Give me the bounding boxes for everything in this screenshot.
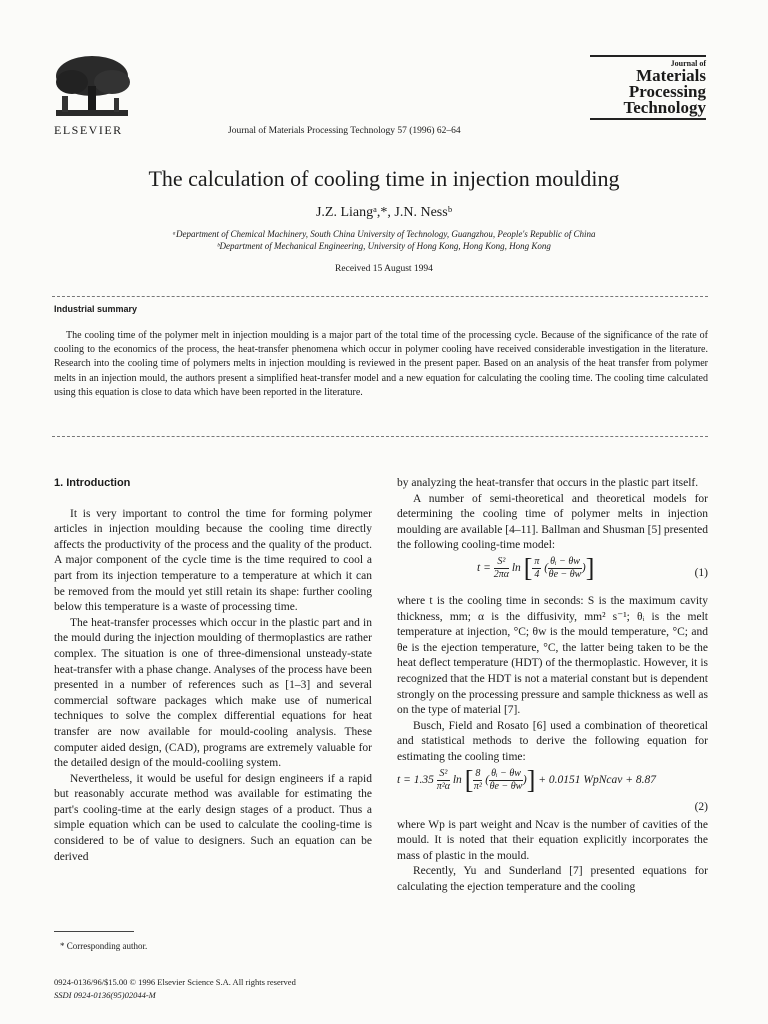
footnote-rule [54, 931, 134, 932]
paragraph: A number of semi-theoretical and theoretical models for determining the cooling time of polymer melts in injection moulding are available [4–11]. Ballman and Shusman [5] presented the following cooling-time model: [397, 492, 708, 552]
paragraph: where t is the cooling time in seconds: S is the maximum cavity thickness, mm; α is the diffusivity, mm² s⁻¹; θᵢ is the melt temperature at injection, °C; θw is the mould temperature, °C; and θe is the ejection temperature, °C, the latter being taken to be the heat deflect temperature (HDT) of the thermoplastic. However, it is recognized that the HDT is not a material constant but is dependent strongly on the processing pressure and sample thickness as well as on the type of material [7]. [397, 594, 708, 717]
copyright-block [54, 976, 296, 1002]
paragraph: Recently, Yu and Sunderland [7] presented equations for calculating the ejection temperature and the cooling [397, 865, 708, 893]
copyright-line: 0924-0136/96/$15.00 © 1996 Elsevier Science S.A. All rights reserved [54, 977, 296, 987]
elsevier-tree-logo [48, 52, 136, 124]
paper-title: The calculation of cooling time in injection moulding [148, 166, 620, 191]
footnote: * Corresponding author. [60, 941, 148, 951]
paragraph: It is very important to control the time for forming polymer articles in injection moulding because the cooling time directly affects the productivity of the process and the quality of the product. A major component of the cycle time is the time required to cool a part from its injection temperature to a temperature at which it can be removed from the mould yet still retain its shape: further cooling below this temperature is a waste of processing time. [54, 507, 372, 614]
section-heading: 1. Introduction [54, 477, 131, 489]
equation-1 [397, 554, 708, 594]
summary-heading: Industrial summary [54, 304, 138, 314]
summary-text: The cooling time of the polymer melt in injection moulding is a major part of the total time of the processing cycle. Because of the significance of the rate of cooling to the economics of the process, the heat-transfer phenomena which occur in polymer cooling have received considerable investigation in the literature. Research into the cooling time of polymers melts in injection moulding is reviewed in the present paper. Based on an analysis of the heat transfer from polymer melts in an injection mould, the authors present a simplified heat-transfer model and a new equation for calculating the cooling time. The cooling time calculated using this equation is close to data which have been reported in the literature. [54, 330, 708, 398]
left-column [54, 476, 372, 865]
equation-1-body: t = $\frac{\text{S²}}{2\pi\alpha}$ ln [ $\frac{\pi}{4}$ ( $\frac{\text{θᵢ − θw}}{\theta e - \theta w}$ )] [477, 553, 595, 583]
summary-bottom-rule [52, 436, 708, 437]
equation-2-number: (2) [694, 800, 708, 813]
journal-logo-word-3: Technology [623, 98, 706, 117]
journal-logo-word-2: Processing [628, 82, 706, 101]
equation-2-body: t = 1.35 $\frac{\text{S²}}{\text{π²α}}$ ln [ $\frac{8}{\text{π²}}$ ( $\frac{\text{θᵢ − θw}}{\theta e - \theta w}$ )] + 0.0151 WpNcav + 8.87 [397, 765, 657, 795]
paragraph: The heat-transfer processes which occur in the plastic part and in the mould during the injection moulding of thermoplastics are rather complex. The situation is one of three-dimensional unsteady-state heat-transfer with a phase change. Analyses of the process have been presented in a number of references such as [1–3] and several commercial software packages which make use of numerical techniques to solve the complex differential equations for heat transfer are now available for mould-cooling analysis. These computer aided design, (CAD), programs are extremely valuable for the detailed design of the mould-cooliing system. [54, 616, 372, 770]
paragraph: where Wp is part weight and Ncav is the number of cavities of the mould. It is noted that their equation explicitly incorporates the mass of plastic in the mould. [397, 818, 708, 862]
affiliation-a: ᵃDepartment of Chemical Machinery, South China University of Technology, Guangzhou, People's Republic of China [172, 229, 596, 239]
right-column [397, 476, 708, 895]
equation-2 [397, 766, 708, 818]
summary-top-rule [52, 296, 708, 297]
journal-logo [590, 55, 706, 122]
authors: J.Z. Liangᵃ,*, J.N. Nessᵇ [315, 205, 453, 220]
ssdi-line: SSDI 0924-0136(95)02044-M [54, 990, 156, 1000]
paragraph: Busch, Field and Rosato [6] used a combination of theoretical and statistical methods to derive the following equation for estimating the cooling time: [397, 719, 708, 763]
journal-citation: Journal of Materials Processing Technology 57 (1996) 62–64 [228, 126, 461, 136]
received-date: Received 15 August 1994 [335, 264, 433, 274]
equation-1-number: (1) [694, 566, 708, 579]
paragraph: by analyzing the heat-transfer that occurs in the plastic part itself. [397, 477, 699, 489]
journal-logo-word-1: Materials [636, 66, 706, 85]
publisher-name: ELSEVIER [54, 123, 123, 137]
journal-logo-of: Journal of [670, 59, 706, 68]
affiliation-b: ᵇDepartment of Mechanical Engineering, University of Hong Kong, Hong Kong, Hong Kong [217, 241, 551, 251]
paragraph: Nevertheless, it would be useful for design engineers if a rapid but reasonably accurate method was available for estimating the part's cooling-time at the early design stages of a product. Thus a simple equation which can be used to calculate the cooling-time is considered to be of value to designers. Such an equation can be derived [54, 772, 372, 863]
